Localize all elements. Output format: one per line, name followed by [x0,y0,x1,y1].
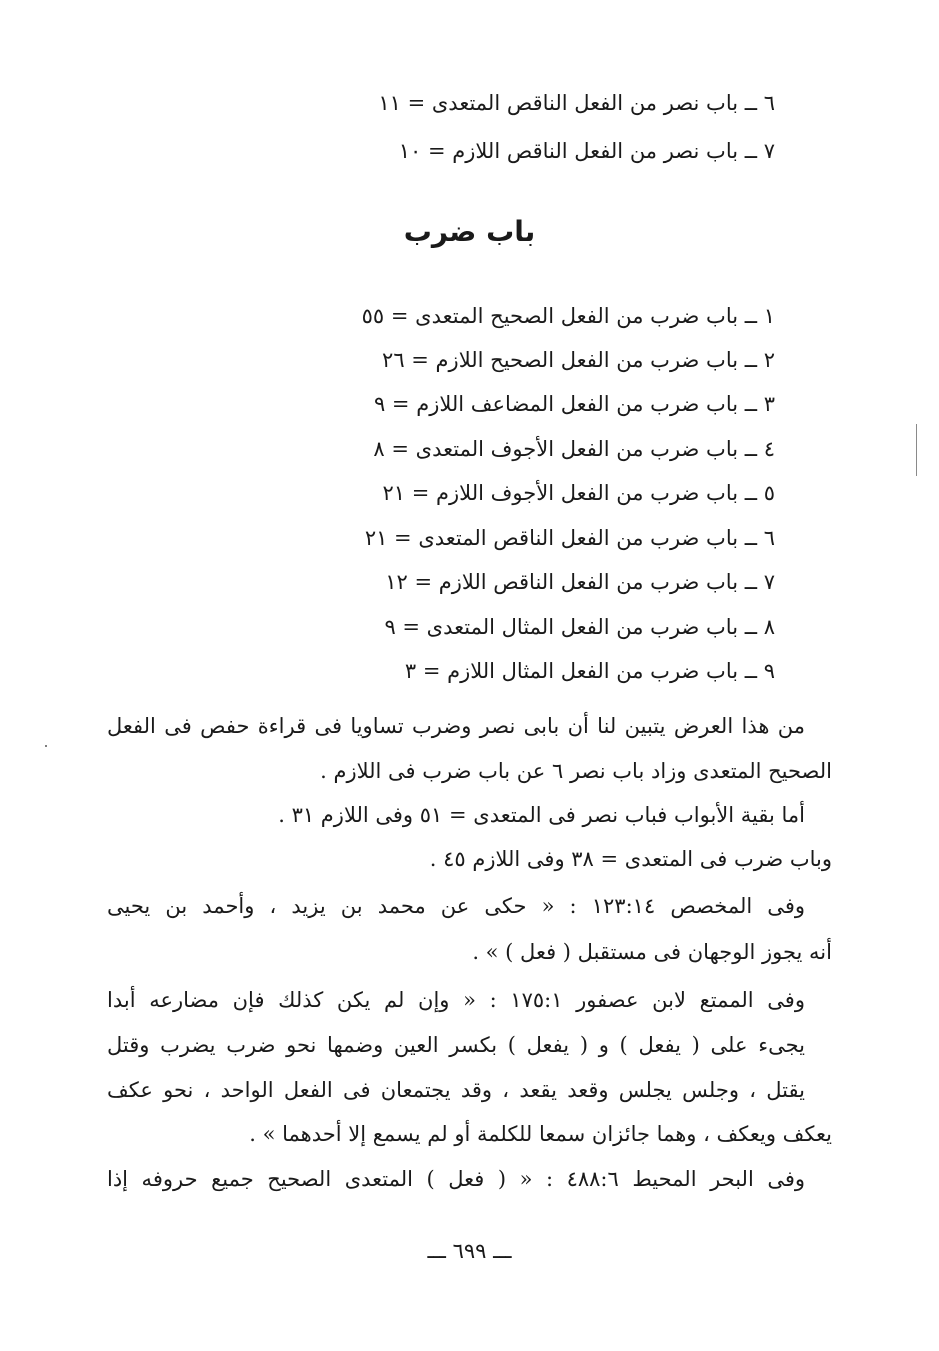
daraba-list-item-1: ١ ــ باب ضرب من الفعل الصحيح المتعدى = ٥٥ [361,304,775,328]
paragraph-line: من هذا العرض يتبين لنا أن بابى نصر وضرب تساويا فى قراءة حفص فى الفعل [107,714,805,738]
daraba-list-item-7: ٧ ــ باب ضرب من الفعل الناقص اللازم = ١٢ [385,570,775,594]
paragraph-line: الصحيح المتعدى وزاد باب نصر ٦ عن باب ضرب فى اللازم . [320,759,832,783]
paragraph-line: يقتل ، وجلس يجلس وقعد يقعد ، وقد يجتمعان فى الفعل الواحد ، نحو عكف [107,1078,805,1102]
nasr-list-item-6: ٦ ــ باب نصر من الفعل الناقص المتعدى = ١١ [378,91,775,115]
daraba-list-item-8: ٨ ــ باب ضرب من الفعل المثال المتعدى = ٩ [384,615,775,639]
scan-margin-mark [916,424,917,476]
daraba-list-item-5: ٥ ــ باب ضرب من الفعل الأجوف اللازم = ٢١ [382,481,775,505]
paragraph-line: وفى المخصص ١٢٣:١٤ : « حكى عن محمد بن يزيد ، وأحمد بن يحيى [107,894,805,918]
scan-speck [45,745,47,747]
paragraph-line: يجىء على ( يفعل ) و ( يفعل ) بكسر العين وضمها نحو ضرب يضرب وقتل [107,1033,805,1057]
paragraph-line: يعكف ويعكف ، وهما جائزان سمعا للكلمة أو لم يسمع إلا أحدهما » . [249,1122,832,1146]
daraba-list-item-2: ٢ ــ باب ضرب من الفعل الصحيح اللازم = ٢٦ [382,348,775,372]
nasr-list-item-7: ٧ ــ باب نصر من الفعل الناقص اللازم = ١٠ [398,139,775,163]
daraba-list-item-4: ٤ ــ باب ضرب من الفعل الأجوف المتعدى = ٨ [373,437,775,461]
page-number: ـــ ٦٩٩ ـــ [427,1239,512,1263]
paragraph-line: وفى البحر المحيط ٤٨٨:٦ : « ( فعل ) المتعدى الصحيح جميع حروفه إذا [107,1167,805,1191]
section-heading: باب ضرب [403,215,536,248]
paragraph-line: أنه يجوز الوجهان فى مستقبل ( فعل ) » . [472,940,832,964]
daraba-list-item-6: ٦ ــ باب ضرب من الفعل الناقص المتعدى = ٢١ [364,526,775,550]
daraba-list-item-3: ٣ ــ باب ضرب من الفعل المضاعف اللازم = ٩ [373,392,775,416]
daraba-list-item-9: ٩ ــ باب ضرب من الفعل المثال اللازم = ٣ [404,659,775,683]
paragraph-line: وفى الممتع لابن عصفور ١٧٥:١ : « وإن لم يكن كذلك فإن مضارعه أبدا [107,988,805,1012]
paragraph-line: وباب ضرب فى المتعدى = ٣٨ وفى اللازم ٤٥ . [429,847,832,871]
paragraph-line: أما بقية الأبواب فباب نصر فى المتعدى = ٥١ وفى اللازم ٣١ . [278,803,805,827]
